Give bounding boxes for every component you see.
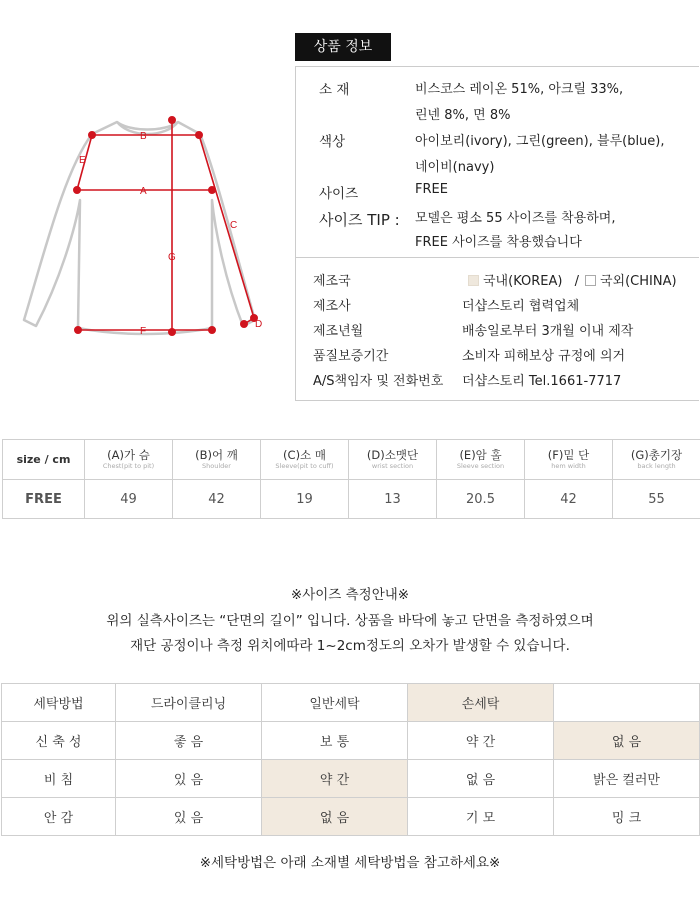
size-value-hem: 42 (525, 480, 613, 519)
as-contact-value: 더샵스토리 Tel.1661-7717 (462, 374, 622, 389)
care-cell-selected: 손세탁 (408, 684, 554, 722)
size-col-wrist: (D)소맷단 wrist section (349, 440, 437, 480)
size-col-length: (G)총기장 back length (613, 440, 700, 480)
country-china: 국외(CHINA) (599, 274, 677, 289)
size-table-row (3, 480, 700, 519)
size-col-chest: (A)가 슴 Chest(pit to pit) (85, 440, 173, 480)
care-cell: 있 음 (116, 798, 262, 836)
care-cell: 없 음 (408, 760, 554, 798)
warranty-label: 품질보증기간 (313, 349, 389, 364)
size-value-chest: 49 (85, 480, 173, 519)
care-cell: 밍 크 (554, 798, 700, 836)
care-row-wash (2, 684, 700, 722)
manufacturer-value: 더샵스토리 협력업체 (462, 299, 580, 314)
color-value-line2: 네이비(navy) (415, 160, 495, 175)
diagram-label-g: G (168, 252, 176, 263)
diagram-label-c: C (230, 220, 238, 231)
country-label: 제조국 (313, 274, 351, 289)
size-row-label: FREE (3, 480, 85, 519)
china-checkbox (585, 275, 596, 286)
diagram-label-d: D (255, 319, 263, 330)
care-cell: 세탁방법 (2, 684, 116, 722)
size-table (2, 439, 700, 519)
care-cell: 기 모 (408, 798, 554, 836)
diagram-label-b: B (140, 131, 147, 142)
garment-diagram (20, 110, 270, 340)
guide-title: ※사이즈 측정안내※ (290, 587, 410, 603)
care-cell (554, 684, 700, 722)
manufacturer-label: 제조사 (313, 299, 351, 314)
care-row-lining (2, 798, 700, 836)
care-cell: 좋 음 (116, 722, 262, 760)
info-divider (295, 257, 699, 258)
diagram-label-a: A (140, 186, 147, 197)
diagram-label-e: E (79, 155, 86, 166)
guide-line2: 재단 공정이나 측정 위치에따라 1~2cm정도의 오차가 발생할 수 있습니다. (130, 638, 570, 654)
color-value-line1: 아이보리(ivory), 그린(green), 블루(blue), (415, 134, 665, 149)
care-row-stretch (2, 722, 700, 760)
care-table (1, 683, 700, 836)
diagram-label-f: F (140, 326, 147, 337)
care-note: ※세탁방법은 아래 소재별 세탁방법을 참고하세요※ (199, 855, 501, 871)
country-korea: 국내(KOREA) (483, 274, 563, 289)
color-label: 색상 (319, 134, 346, 150)
country-value (468, 270, 677, 289)
material-value-line1: 비스코스 레이온 51%, 아크릴 33%, (415, 82, 624, 97)
care-cell: 약 간 (408, 722, 554, 760)
size-label: 사이즈 (319, 186, 359, 202)
warranty-value: 소비자 피해보상 규정에 의거 (462, 349, 626, 364)
care-cell-selected: 없 음 (554, 722, 700, 760)
country-separator: / (574, 274, 579, 289)
korea-checkbox (468, 275, 479, 286)
care-cell: 드라이클리닝 (116, 684, 262, 722)
size-col-hem: (F)밑 단 hem width (525, 440, 613, 480)
care-cell: 밝은 컬러만 (554, 760, 700, 798)
size-tip-line1: 모델은 평소 55 사이즈를 착용하며, (415, 211, 616, 226)
care-cell: 보 통 (262, 722, 408, 760)
size-value-sleeve: 19 (261, 480, 349, 519)
size-value-armhole: 20.5 (437, 480, 525, 519)
manufacture-date-value: 배송일로부터 3개월 이내 제작 (462, 324, 634, 339)
size-value-wrist: 13 (349, 480, 437, 519)
size-value-shoulder: 42 (173, 480, 261, 519)
size-value-length: 55 (613, 480, 700, 519)
material-value-line2: 린넨 8%, 면 8% (415, 108, 511, 123)
size-header-first: size / cm (3, 440, 85, 480)
care-cell: 신 축 성 (2, 722, 116, 760)
care-row-sheer (2, 760, 700, 798)
care-cell-selected: 없 음 (262, 798, 408, 836)
size-table-header (3, 440, 700, 480)
size-col-armhole: (E)암 홀 Sleeve section (437, 440, 525, 480)
care-cell: 안 감 (2, 798, 116, 836)
size-value: FREE (415, 182, 448, 197)
care-cell: 비 침 (2, 760, 116, 798)
size-tip-label: 사이즈 TIP : (319, 211, 400, 229)
size-col-sleeve: (C)소 매 Sleeve(pit to cuff) (261, 440, 349, 480)
as-contact-label: A/S책임자 및 전화번호 (313, 374, 444, 389)
guide-line1: 위의 실측사이즈는 “단면의 길이” 입니다. 상품을 바닥에 놓고 단면을 측정하였으며 (106, 613, 594, 629)
product-info-title: 상품 정보 (295, 33, 391, 61)
care-cell: 일반세탁 (262, 684, 408, 722)
material-label: 소 재 (319, 82, 350, 98)
manufacture-date-label: 제조년월 (313, 324, 364, 339)
size-tip-line2: FREE 사이즈를 착용했습니다 (415, 235, 582, 250)
care-cell-selected: 약 간 (262, 760, 408, 798)
care-cell: 있 음 (116, 760, 262, 798)
size-col-shoulder: (B)어 깨 Shoulder (173, 440, 261, 480)
